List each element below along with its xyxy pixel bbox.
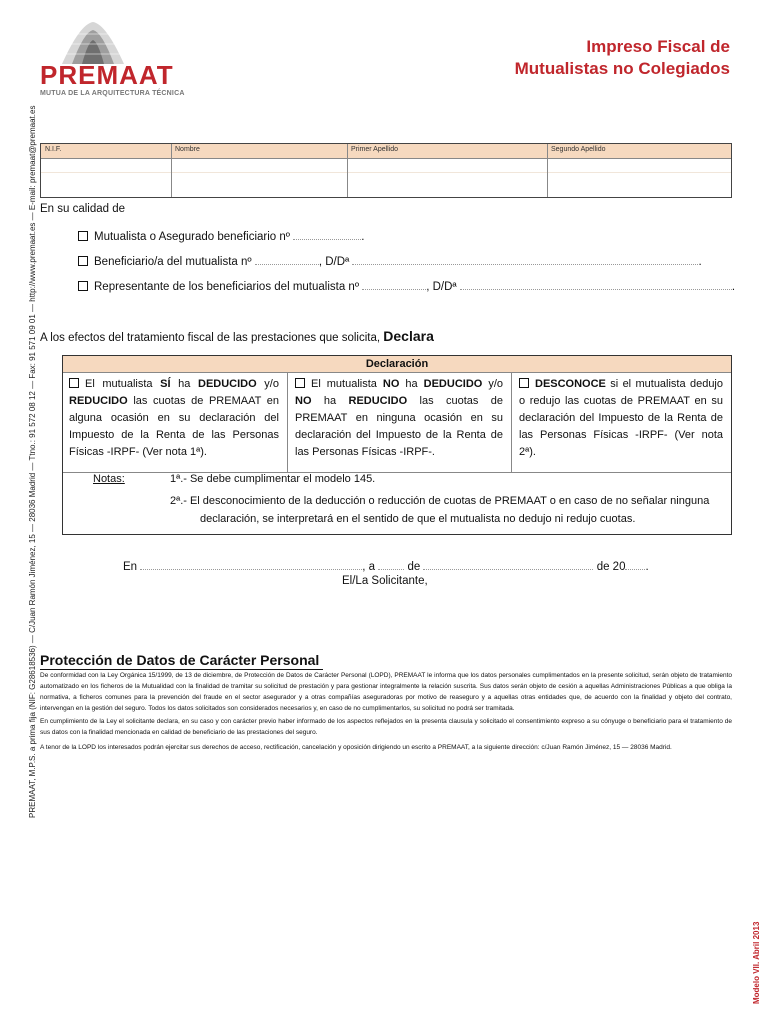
solicitante-label: El/La Solicitante, (342, 575, 428, 587)
form-title (515, 36, 730, 80)
representante-name-field[interactable] (460, 279, 732, 290)
declara-bold: Declara (383, 328, 434, 344)
si-deducido-checkbox[interactable] (69, 378, 79, 388)
segundo-apellido-label: Segundo Apellido (551, 146, 606, 153)
declaracion-box (62, 355, 732, 535)
company-contact-side-text: PREMAAT, M.P.S. a prima fija (NIF: G28618536) — C/Juan Ramón Jiménez, 15 — 28036 Madrid — Ttno.: 91 572 08 12 — Fax: 91 571 09 01 — http://www.premaat.es — E-mail: premaat@premaat.es (28, 105, 37, 818)
nombre-label: Nombre (175, 146, 200, 153)
identification-table (40, 143, 732, 198)
form-title-line1: Impreso Fiscal de (586, 37, 730, 56)
form-title-line2: Mutualistas no Colegiados (514, 59, 730, 78)
brand-name: PREMAAT (40, 60, 174, 90)
notes-label: Notas: (93, 473, 125, 485)
proteccion-paragraph-3: A tenor de la LOPD los interesados podrán ejercitar sus derechos de acceso, rectificación, cancelación y oposición dirigiendo un escrito a PREMAAT, a la siguiente dirección: c/Juan Ramón Jiménez, 15 — 28036 Madrid. (40, 744, 672, 751)
nif-label: N.I.F. (45, 146, 62, 153)
signature-area[interactable] (300, 592, 500, 642)
declaracion-option-desconoce: DESCONOCE si el mutualista dedujo o redujo las cuotas de PREMAAT en su declaración del Impuesto de la Renta de las Personas Físicas -IRPF- (Ver nota 2ª). (519, 378, 723, 458)
option-representante-label: Representante de los beneficiarios del mutualista nº (94, 281, 360, 293)
beneficiario-checkbox[interactable] (78, 256, 88, 266)
option-mutualista-label: Mutualista o Asegurado beneficiario nº (94, 231, 290, 243)
declaracion-option-si: El mutualista SÍ ha DEDUCIDO y/o REDUCIDO las cuotas de PREMAAT en alguna ocasión en su declaración del Impuesto de la Renta de las Personas Físicas -IRPF- (Ver nota 1ª). (69, 378, 280, 458)
month-field[interactable] (423, 559, 593, 570)
segundo-apellido-field[interactable] (548, 159, 731, 197)
model-version-text: Modelo VII. Abril 2013 (752, 921, 761, 1004)
signature-place-date: En , a de de 20 . (123, 561, 649, 573)
primer-apellido-label: Primer Apellido (351, 146, 399, 153)
premaat-logo-mark (60, 20, 126, 64)
primer-apellido-field[interactable] (348, 159, 547, 197)
option-beneficiario: Beneficiario/a del mutualista nº , D/Dª . (78, 254, 702, 268)
nif-field[interactable] (41, 159, 171, 197)
place-field[interactable] (140, 559, 362, 570)
proteccion-paragraph-2: En cumplimiento de la Ley el solicitante declara, en su caso y con carácter previo haber informado de los aspectos reflejados en la presenta clausula y solicitado el consentimiento expreso a su cónyuge o beneficiario para el tratamiento de sus datos con la finalidad mencionada en calidad de beneficiario de las prestaciones del seguro. (40, 718, 732, 736)
option-representante: Representante de los beneficiarios del mutualista nº , D/Dª . (78, 279, 735, 293)
declaracion-option-no: El mutualista NO ha DEDUCIDO y/o NO ha REDUCIDO las cuotas de PREMAAT en ninguna ocasión en su declaración del Impuesto de la Renta de las Personas Físicas -IRPF-. (295, 378, 504, 458)
option-mutualista: Mutualista o Asegurado beneficiario nº . (78, 229, 364, 243)
desconoce-checkbox[interactable] (519, 378, 529, 388)
representante-number-field[interactable] (362, 279, 426, 290)
proteccion-paragraph-1: De conformidad con la Ley Orgánica 15/1999, de 13 de diciembre, de Protección de Datos de Carácter Personal (LOPD), PREMAAT le informa que los datos personales cumplimentados en la presente solicitud, serán objeto de tratamiento automatizado en los ficheros de la Mutualidad con la finalidad de tramitar su solicitud de prestación y para gestionar integralmente la relación suscrita. Sus datos serán objeto de cesión a aquellas Administraciones Públicas a que obliga la normativa, a ficheros comunes para la prevención del fraude en el sector asegurador y a otras compañías aseguradoras por motivo de reaseguro y a aquellas otras entidades que, de acuerdo con la finalidad y objeto del contrato, intervengan en la gestión del seguro. Todos los datos solicitados son considerados necesarios y, en caso de no cumplimentarlos, su solicitud no podrá ser tramitada. (40, 672, 732, 712)
year-field[interactable] (625, 559, 645, 570)
note-2-line1: 2ª.- El desconocimiento de la deducción o reducción de cuotas de PREMAAT o en caso de no señalar ninguna (170, 495, 710, 507)
mutualista-number-field[interactable] (293, 229, 361, 240)
note-1: 1ª.- Se debe cumplimentar el modelo 145. (170, 473, 376, 485)
representante-checkbox[interactable] (78, 281, 88, 291)
option-beneficiario-label: Beneficiario/a del mutualista nº (94, 256, 252, 268)
declara-line: A los efectos del tratamiento fiscal de las prestaciones que solicita, Declara (40, 328, 434, 344)
calidad-intro: En su calidad de (40, 203, 126, 215)
declaracion-header: Declaración (63, 356, 731, 373)
notes-label-wrap (93, 470, 125, 488)
proteccion-datos-title: Protección de Datos de Carácter Personal (40, 652, 320, 668)
brand-subtitle: MUTUA DE LA ARQUITECTURA TÉCNICA (40, 90, 185, 97)
mutualista-checkbox[interactable] (78, 231, 88, 241)
nombre-field[interactable] (172, 159, 347, 197)
beneficiario-name-field[interactable] (352, 254, 698, 265)
beneficiario-number-field[interactable] (255, 254, 319, 265)
no-deducido-checkbox[interactable] (295, 378, 305, 388)
day-field[interactable] (378, 559, 404, 570)
note-2-line2: declaración, se interpretará en el sentido de que el mutualista no dedujo ni redujo cuotas. (200, 513, 636, 525)
